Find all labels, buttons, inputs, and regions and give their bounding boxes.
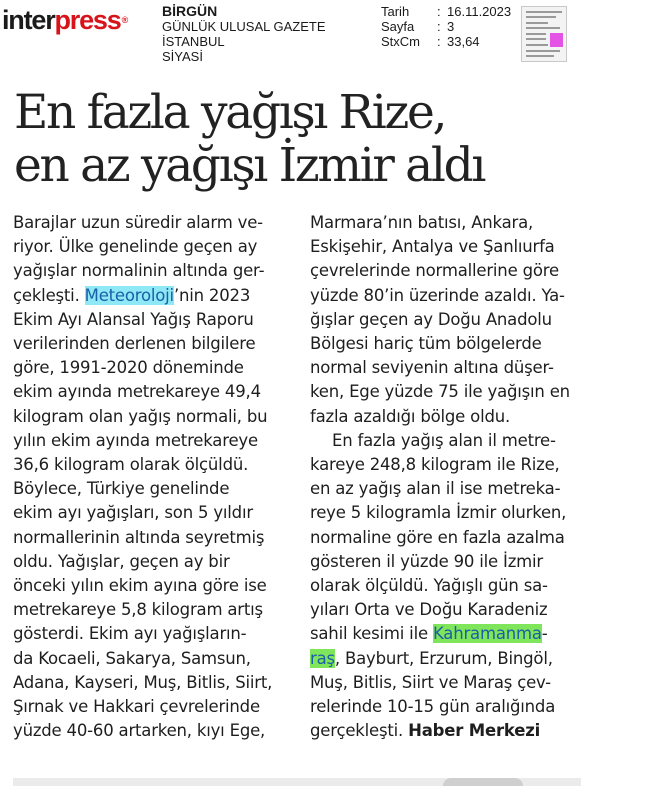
text-line: normal seviyenin altına düşer-	[310, 358, 554, 378]
text-segment: , Bayburt, Erzurum, Bingöl,	[334, 648, 553, 668]
text-line: reye 5 kilogramla İzmir olurken,	[310, 503, 567, 523]
text-segment: gerçekleşti.	[310, 721, 409, 741]
text-line: yüzde 80’in üzerinde azaldı. Ya-	[310, 285, 565, 305]
text-line: ekim ayında metrekareye 49,4	[13, 382, 261, 402]
text-line: en az yağış alan il ise metreka-	[310, 479, 561, 499]
text-line: 36,6 kilogram olarak ölçüldü.	[13, 455, 249, 475]
text-line: da Kocaeli, Sakarya, Samsun,	[13, 648, 251, 668]
text-line: yağışlar normalinin altında ger-	[13, 261, 265, 281]
clipping-meta	[381, 4, 511, 49]
text-segment: ’nin 2023	[173, 285, 251, 305]
meta-row-date: Tarih : 16.11.2023	[381, 4, 512, 19]
meta-label: Tarih	[381, 4, 410, 19]
text-line: relerinde 10-15 gün aralığında	[310, 697, 556, 717]
text-line	[310, 719, 590, 743]
next-article-strip	[13, 778, 581, 786]
headline-line: En fazla yağışı Rize,	[14, 85, 446, 140]
text-line: riyor. Ülke genelinde geçen ay	[13, 237, 258, 257]
text-line: gösteren il yüzde 90 ile İzmir	[310, 551, 544, 571]
publication-type: GÜNLÜK ULUSAL GAZETE	[162, 19, 326, 34]
text-line: göre, 1991-2020 döneminde	[13, 358, 244, 378]
text-line: çevrelerinde normallerine göre	[310, 261, 559, 281]
text-line: olarak ölçüldü. Yağışlı gün sa-	[310, 576, 548, 596]
text-line: Marmara’nın batısı, Ankara,	[310, 213, 534, 232]
text-line: yüzde 40-60 artarken, kıyı Ege,	[13, 721, 266, 741]
text-line: metrekareye 5,8 kilogram artış	[13, 600, 263, 620]
text-line: En fazla yağış alan il metre-	[332, 430, 556, 450]
article-byline: Haber Merkezi	[408, 721, 541, 741]
meta-row-stxcm: StxCm : 33,64	[381, 34, 480, 49]
interpress-logo	[2, 4, 127, 36]
text-line: Ekim Ayı Alansal Yağış Raporu	[13, 309, 254, 329]
registered-mark-icon: ®	[121, 15, 128, 25]
publication-info	[162, 4, 326, 64]
publication-section: SİYASİ	[162, 49, 203, 64]
text-line: fazla azaldığı bölge oldu.	[310, 406, 511, 426]
meta-value: 33,64	[447, 34, 480, 49]
text-line: Şırnak ve Hakkari çevrelerinde	[13, 697, 260, 717]
text-line	[13, 284, 293, 308]
article-headline	[14, 86, 484, 192]
text-line: ekim ayı yağışları, son 5 yıldır	[13, 503, 253, 523]
highlighted-keyword: raş	[310, 648, 335, 668]
text-line: Barajlar uzun süredir alarm ve-	[13, 213, 263, 232]
text-line: kilogram olan yağış normali, bu	[13, 406, 268, 426]
highlighted-keyword: Kahramanma	[432, 624, 542, 644]
text-line: verilerinden derlenen bilgilere	[13, 334, 256, 354]
text-line: Böylece, Türkiye genelinde	[13, 479, 230, 499]
text-segment: -	[541, 624, 548, 644]
text-line	[310, 622, 590, 646]
article-column-1	[13, 211, 293, 743]
text-line: gösterdi. Ekim ayı yağışların-	[13, 624, 247, 644]
page-thumbnail[interactable]	[521, 6, 567, 62]
photo-edge	[443, 778, 523, 786]
text-line: normallerinin altında seyretmiş	[13, 527, 265, 547]
text-line: ğışlar geçen ay Doğu Anadolu	[310, 309, 552, 329]
logo-text-inter: inter	[2, 5, 55, 35]
text-line: Bölgesi hariç tüm bölgelerde	[310, 334, 542, 354]
text-segment: sahil kesimi ile	[310, 624, 433, 644]
text-line: normaline göre en fazla azalma	[310, 527, 565, 547]
headline-line: en az yağışı İzmir aldı	[14, 138, 485, 193]
text-line: yılın ekim ayında metrekareye	[13, 430, 258, 450]
meta-label: StxCm	[381, 34, 420, 49]
meta-label: Sayfa	[381, 19, 415, 34]
text-line: ken, Ege yüzde 75 ile yağışın en	[310, 382, 570, 402]
thumbnail-article-highlight	[550, 33, 563, 47]
text-line: kareye 248,8 kilogram ile Rize,	[310, 455, 560, 475]
meta-value: 16.11.2023	[447, 4, 512, 19]
highlighted-keyword: Meteoroloji	[84, 285, 174, 305]
text-segment: çekleşti.	[13, 285, 85, 305]
text-line: önceki yılın ekim ayına göre ise	[13, 576, 267, 596]
text-line: Adana, Kayseri, Muş, Bitlis, Siirt,	[13, 672, 273, 692]
text-line	[310, 647, 590, 671]
text-line: oldu. Yağışlar, geçen ay bir	[13, 551, 230, 571]
meta-value: 3	[447, 19, 455, 34]
publication-city: İSTANBUL	[162, 34, 225, 49]
text-line: yıları Orta ve Doğu Karadeniz	[310, 600, 548, 620]
text-line: Muş, Bitlis, Siirt ve Maraş çev-	[310, 672, 551, 692]
article-column-2	[310, 211, 590, 743]
publication-name: BİRGÜN	[162, 3, 218, 19]
logo-text-press: press	[54, 5, 121, 35]
text-line: Eskişehir, Antalya ve Şanlıurfa	[310, 237, 555, 257]
meta-row-page: Sayfa : 3	[381, 19, 455, 34]
